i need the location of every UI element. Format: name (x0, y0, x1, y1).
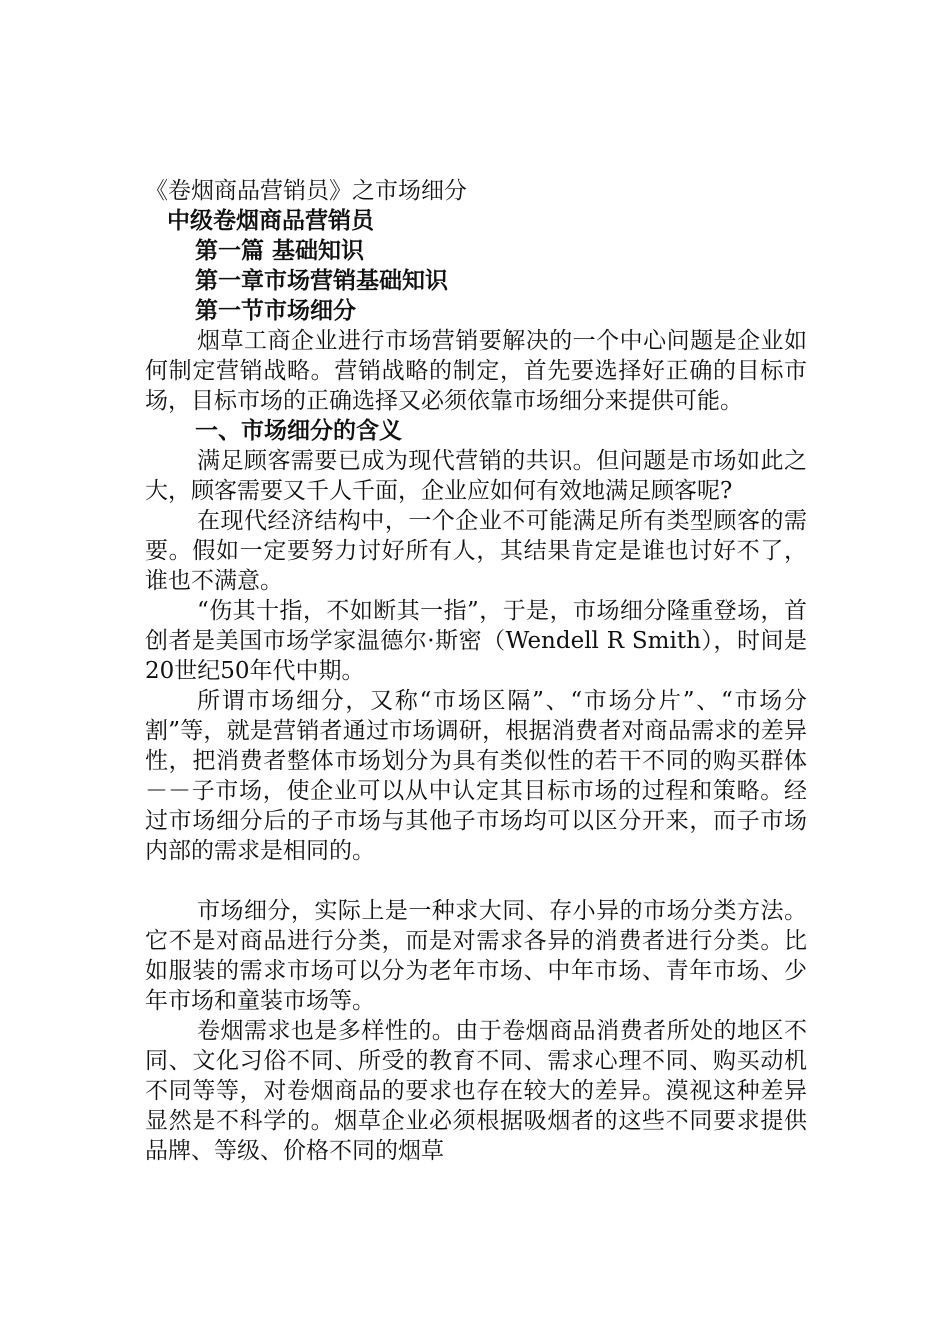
chapter-title: 第一章市场营销基础知识 (195, 267, 448, 294)
paragraph-intro: 烟草工商企业进行市场营销要解决的一个中心问题是企业如何制定营销战略。营销战略的制定，首先要选择好正确的目标市场，目标市场的正确选择又必须依靠市场细分来提供可能。 (145, 328, 807, 414)
paragraph-cigarette-demand: 卷烟需求也是多样性的。由于卷烟商品消费者所处的地区不同、文化习俗不同、所受的教育不同、需求心理不同、购买动机不同等等，对卷烟商品的要求也存在较大的差异。漠视这种差异显然是不科学的。烟草企业必须根据吸烟者的这些不同要求提供品牌、等级、价格不同的烟草 (145, 1018, 807, 1164)
section-title: 第一节市场细分 (195, 297, 356, 324)
paragraph-origin: “伤其十指，不如断其一指”，于是，市场细分隆重登场，首创者是美国市场学家温德尔·斯密（Wendell R Smith），时间是20世纪50年代中期。 (145, 598, 807, 684)
paragraph-definition: 所谓市场细分，又称“市场区隔”、“市场分片”、“市场分割”等，就是营销者通过市场调研，根据消费者对商品需求的差异性，把消费者整体市场划分为具有类似性的若干不同的购买群体－－子市场，使企业可以从中认定其目标市场的过程和策略。经过市场细分后的子市场与其他子市场均可以区分开来，而子市场内部的需求是相同的。 (145, 688, 807, 864)
document-title: 《卷烟商品营销员》之市场细分 (145, 178, 467, 204)
level-title: 中级卷烟商品营销员 (167, 207, 374, 234)
subsection-heading: 一、市场细分的含义 (195, 417, 402, 444)
paragraph-gap (145, 866, 807, 896)
paragraph-customer-needs: 满足顾客需要已成为现代营销的共识。但问题是市场如此之大，顾客需要又千人千面，企业应如何有效地满足顾客呢? (145, 448, 807, 504)
paragraph-economy: 在现代经济结构中，一个企业不可能满足所有类型顾客的需要。假如一定要努力讨好所有人，其结果肯定是谁也讨好不了，谁也不满意。 (145, 508, 807, 594)
paragraph-classification: 市场细分，实际上是一种求大同、存小异的市场分类方法。它不是对商品进行分类，而是对需求各异的消费者进行分类。比如服装的需求市场可以分为老年市场、中年市场、青年市场、少年市场和童装市场等。 (145, 898, 807, 1014)
document-body (145, 176, 807, 1166)
part-title: 第一篇 基础知识 (195, 237, 365, 264)
